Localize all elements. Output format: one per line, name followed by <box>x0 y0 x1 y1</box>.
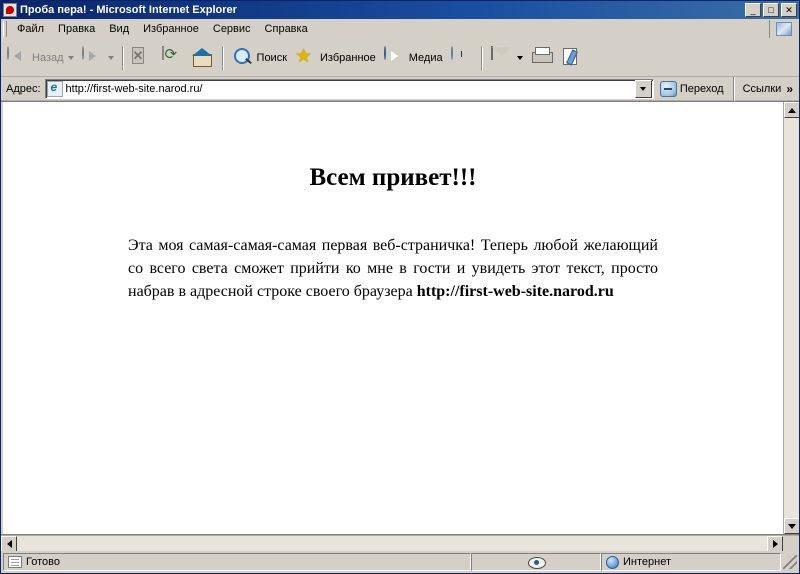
maximize-button[interactable]: □ <box>763 3 779 17</box>
triangle-left-icon <box>7 540 12 548</box>
menu-view[interactable]: Вид <box>109 22 130 35</box>
mail-icon <box>491 47 513 69</box>
main-toolbar <box>1 39 799 77</box>
triangle-right-icon <box>773 540 778 548</box>
paragraph-text: Эта моя самая-самая-самая первая веб-страничка! Теперь любой желающий со всего света сможет прийти ко мне в гости и увидеть этот текст, просто набрав в адресной строке своего браузера <box>128 237 658 301</box>
home-icon <box>192 47 214 69</box>
scroll-left-button[interactable] <box>1 536 17 552</box>
back-arrow-icon <box>7 47 29 69</box>
stop-button[interactable] <box>128 42 158 74</box>
vertical-scrollbar[interactable] <box>783 102 799 534</box>
search-button[interactable]: Поиск <box>228 42 291 74</box>
menu-favorites[interactable]: Избранное <box>143 22 199 35</box>
go-button[interactable] <box>657 79 729 99</box>
address-label: Адрес: <box>6 82 41 95</box>
refresh-icon <box>162 47 184 69</box>
window-title: Проба пера! - Microsoft Internet Explorer <box>20 4 237 16</box>
links-overflow-icon[interactable]: » <box>786 81 793 96</box>
forward-arrow-icon <box>82 47 104 69</box>
history-button[interactable] <box>447 42 477 74</box>
edit-button[interactable] <box>557 42 587 74</box>
minimize-button[interactable]: _ <box>745 3 761 17</box>
privacy-eye-icon <box>527 556 545 568</box>
vertical-scroll-track[interactable] <box>784 118 799 518</box>
triangle-up-icon <box>788 108 796 113</box>
refresh-button[interactable] <box>158 42 188 74</box>
history-clock-icon <box>451 47 473 69</box>
menu-bar <box>1 19 799 39</box>
page-paragraph <box>128 234 658 304</box>
page-title: Всем привет!!! <box>309 164 477 191</box>
print-button[interactable] <box>527 42 557 74</box>
edit-page-icon <box>561 47 583 69</box>
horizontal-scroll-track[interactable] <box>17 536 767 552</box>
address-bar <box>1 77 799 101</box>
menu-grip[interactable] <box>3 21 7 37</box>
address-dropdown-button[interactable] <box>635 80 652 98</box>
window-icon <box>3 3 17 17</box>
status-bar <box>1 551 799 573</box>
forward-button[interactable] <box>78 42 118 74</box>
resize-grip[interactable] <box>783 555 797 569</box>
address-value: http://first-web-site.narod.ru/ <box>65 82 203 95</box>
links-button[interactable] <box>739 82 797 96</box>
go-arrow-icon <box>660 81 677 97</box>
printer-icon <box>531 47 553 69</box>
scroll-up-button[interactable] <box>784 102 799 118</box>
status-privacy-pane[interactable] <box>471 553 601 571</box>
internet-globe-icon <box>606 556 619 569</box>
home-button[interactable] <box>188 42 218 74</box>
ie-logo-icon <box>769 20 797 38</box>
media-icon <box>384 47 406 69</box>
media-button[interactable]: Медиа <box>380 42 447 74</box>
page-area <box>1 101 799 535</box>
menu-file[interactable]: Файл <box>17 22 45 35</box>
favorites-button[interactable]: ★ Избранное <box>295 45 376 67</box>
horizontal-scrollbar[interactable] <box>1 535 799 551</box>
triangle-down-icon <box>788 524 796 529</box>
paragraph-url: http://first-web-site.narod.ru <box>416 283 614 301</box>
close-button[interactable]: ✕ <box>781 3 797 17</box>
scroll-right-button[interactable] <box>767 536 783 552</box>
menu-help[interactable]: Справка <box>264 22 308 35</box>
page-content <box>1 102 783 534</box>
scroll-down-button[interactable] <box>784 518 799 534</box>
back-dropdown-icon[interactable] <box>68 56 74 60</box>
title-bar <box>1 1 799 19</box>
scrollbar-corner <box>783 536 799 552</box>
address-separator <box>733 77 735 101</box>
status-zone-text: Интернет <box>623 556 671 568</box>
stop-icon: ✕ <box>132 47 144 63</box>
mail-button[interactable] <box>487 42 527 74</box>
status-text-pane <box>3 553 471 571</box>
page-favicon-icon <box>47 81 63 97</box>
forward-dropdown-icon[interactable] <box>108 56 114 60</box>
address-input[interactable] <box>45 79 654 99</box>
search-icon <box>232 47 254 69</box>
mail-dropdown-icon[interactable] <box>517 56 523 60</box>
status-zone-pane[interactable] <box>601 553 781 571</box>
go-label: Переход <box>679 82 724 95</box>
toolbar-separator <box>122 46 124 70</box>
toolbar-separator-2 <box>222 46 224 70</box>
back-button[interactable]: Назад <box>3 42 78 74</box>
links-label: Ссылки <box>742 82 782 95</box>
toolbar-separator-3 <box>481 46 483 70</box>
menu-tools[interactable]: Сервис <box>212 22 251 35</box>
document-icon <box>8 556 22 568</box>
window-controls <box>745 3 797 17</box>
status-text: Готово <box>26 556 60 568</box>
star-icon: ★ <box>295 45 313 67</box>
menu-edit[interactable]: Правка <box>58 22 96 35</box>
